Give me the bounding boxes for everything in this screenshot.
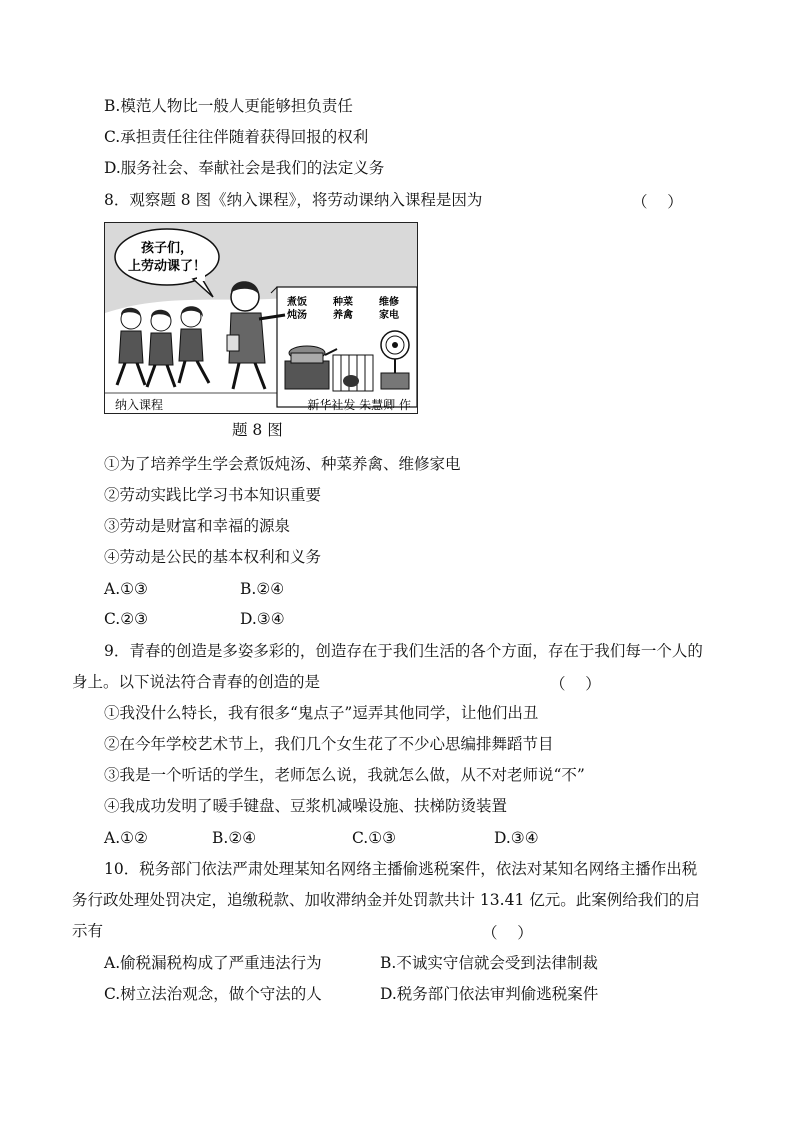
q8-item-1: ①为了培养学生学会煮饭炖汤、种菜养禽、维修家电 (104, 455, 461, 473)
q7-option-d: D.服务社会、奉献社会是我们的法定义务 (104, 159, 385, 177)
q9-item-3: ③我是一个听话的学生，老师怎么说，我就怎么做，从不对老师说“不” (104, 766, 585, 784)
q10-choice-b: B.不诚实守信就会受到法律制裁 (380, 954, 598, 972)
q8-cartoon (104, 222, 418, 414)
cartoon-credit: 新华社发 朱慧卿 作 (307, 398, 411, 412)
q8-choice-d: D.③④ (240, 610, 285, 628)
q10-stem-line-3: 示有 (72, 922, 104, 940)
q10-choice-d: D.税务部门依法审判偷逃税案件 (380, 985, 599, 1003)
q8-choice-b: B.②④ (240, 580, 285, 598)
q9-item-1: ①我没什么特长，我有很多“鬼点子”逗弄其他同学，让他们出丑 (104, 704, 539, 722)
board-item-2-line1: 种菜 (333, 297, 353, 308)
q10-answer-bracket: （ ） (482, 924, 533, 942)
q8-stem: 8．观察题 8 图《纳入课程》，将劳动课纳入课程是因为 (104, 191, 483, 209)
q8-choice-a: A.①③ (104, 580, 148, 598)
q9-answer-bracket: （ ） (550, 675, 601, 693)
q8-item-4: ④劳动是公民的基本权利和义务 (104, 548, 322, 566)
q9-choice-a: A.①② (104, 829, 148, 847)
q7-option-c: C.承担责任往往伴随着获得回报的权利 (104, 128, 369, 146)
speech-line-2: 上劳动课了！ (127, 259, 207, 274)
q9-choice-c: C.①③ (352, 829, 397, 847)
board-item-1-line1: 煮饭 (287, 297, 307, 308)
cartoon-illustration (105, 223, 418, 414)
q8-item-2: ②劳动实践比学习书本知识重要 (104, 486, 322, 504)
q9-item-4: ④我成功发明了暖手键盘、豆浆机减噪设施、扶梯防烫装置 (104, 797, 508, 815)
q9-item-2: ②在今年学校艺术节上，我们几个女生花了不少心思编排舞蹈节目 (104, 735, 554, 753)
cartoon-title: 纳入课程 (115, 398, 164, 412)
q10-stem-line-1: 10．税务部门依法严肃处理某知名网络主播偷逃税案件，依法对某知名网络主播作出税 (104, 860, 698, 878)
board-item-2-line2: 养禽 (333, 310, 353, 321)
q9-stem-line-2: 身上。以下说法符合青春的创造的是 (72, 673, 321, 691)
q9-choice-d: D.③④ (494, 829, 539, 847)
speech-line-1: 孩子们， (140, 241, 194, 256)
q8-choice-c: C.②③ (104, 610, 149, 628)
board-item-3-line1: 维修 (379, 297, 399, 308)
q8-item-3: ③劳动是财富和幸福的源泉 (104, 517, 291, 535)
board-item-1-line2: 炖汤 (287, 310, 307, 321)
q10-choice-c: C.树立法治观念，做个守法的人 (104, 985, 322, 1003)
q8-figure-caption: 题 8 图 (232, 421, 283, 439)
q10-stem-line-2: 务行政处理处罚决定，追缴税款、加收滞纳金并处罚款共计 13.41 亿元。此案例给我们的启 (72, 891, 700, 909)
cooking-pot-icon (285, 346, 337, 389)
q9-stem-line-1: 9．青春的创造是多姿多彩的，创造存在于我们生活的各个方面，存在于我们每一个人的 (104, 642, 703, 660)
board-item-3-line2: 家电 (379, 310, 399, 321)
q7-option-b: B.模范人物比一般人更能够担负责任 (104, 97, 353, 115)
q10-choice-a: A.偷税漏税构成了严重违法行为 (104, 954, 322, 972)
q8-answer-bracket: （ ） (632, 193, 683, 211)
q9-choice-b: B.②④ (212, 829, 257, 847)
